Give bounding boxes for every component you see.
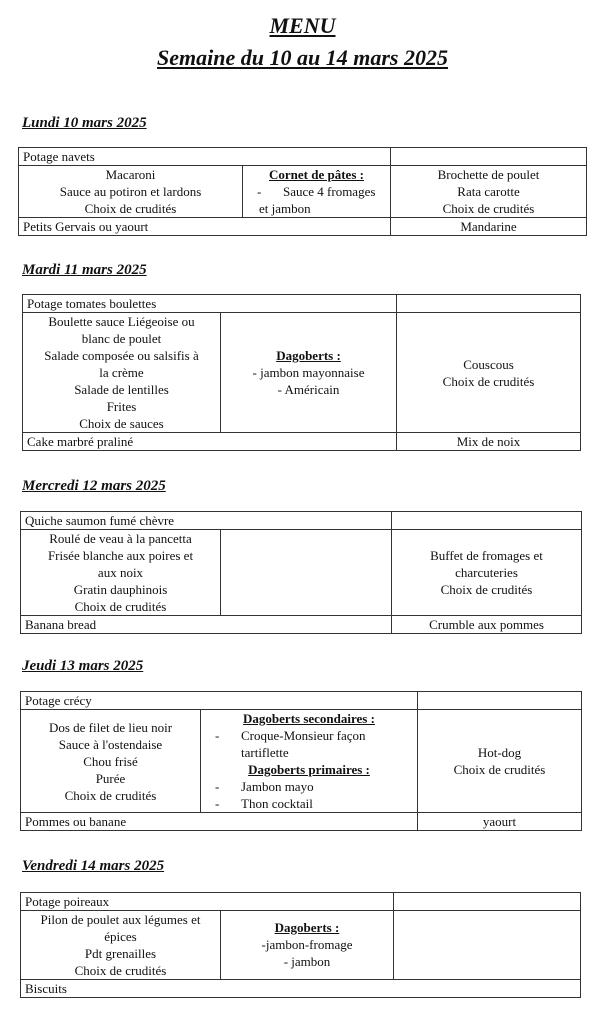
menu-line: - Croque-Monsieur façon [215,728,366,743]
empty-cell [391,148,587,166]
menu-subtitle: Semaine du 10 au 14 mars 2025 [157,45,448,70]
menu-line: Pdt grenailles [84,946,157,961]
soup-cell: Potage tomates boulettes [23,295,397,313]
menu-line: aux noix [97,565,144,580]
menu-line: et jambon [259,201,311,216]
alt-dish-cell [243,166,391,218]
alt-heading: Cornet de pâtes : [269,167,364,182]
menu-line: Sauce à l'ostendaise [58,736,163,752]
menu-line: tartiflette [241,745,289,760]
third-dish-cell [392,530,582,616]
menu-line: - jambon mayonnaise [252,365,365,380]
menu-line: Frites [106,399,137,414]
day-heading-jeudi: Jeudi 13 mars 2025 [22,658,144,674]
menu-line: Frisée blanche aux poires et [47,548,194,563]
menu-line: Dos de filet de lieu noir [48,719,173,735]
menu-line: Choix de sauces [79,416,164,431]
menu-table-mardi [22,294,581,451]
table-row [21,692,582,710]
menu-line: la crème [99,365,144,380]
menu-line: - Sauce 4 fromages [257,184,376,199]
menu-line: Salade composée ou salsifis à [44,348,199,363]
menu-line: Couscous [463,356,514,372]
table-row [23,433,581,451]
menu-line: Rata carotte [457,184,520,199]
empty-cell [394,911,581,980]
day-heading-lundi: Lundi 10 mars 2025 [22,115,147,131]
table-row [21,512,582,530]
soup-cell: Potage navets [19,148,391,166]
dessert-right-cell: Crumble aux pommes [392,616,582,634]
table-row [21,813,582,831]
table-row [21,530,582,616]
menu-line: Hot-dog [477,745,522,760]
menu-title: MENU [269,13,336,38]
alt-heading: Dagoberts : [274,920,340,935]
empty-cell [392,512,582,530]
menu-line: - jambon [283,954,331,969]
table-row [23,295,581,313]
menu-line: - Américain [277,382,340,397]
table-row [21,893,581,911]
menu-line: Sauce au potiron et lardons [59,184,202,199]
soup-cell: Quiche saumon fumé chèvre [21,512,392,530]
menu-line: Boulette sauce Liégeoise ou [48,314,195,329]
menu-line: Roulé de veau à la pancetta [49,531,192,546]
alt-dish-cell [221,911,394,980]
alt-dish-cell [221,313,397,433]
menu-line: Choix de crudités [442,201,535,216]
main-dish-cell [21,911,221,980]
menu-line: Choix de crudités [84,201,177,216]
empty-cell [418,692,582,710]
menu-line: Choix de crudités [453,762,546,777]
menu-line: blanc de poulet [81,331,162,346]
day-heading-vendredi: Vendredi 14 mars 2025 [22,858,165,874]
menu-table-lundi [18,147,587,236]
dessert-left-cell: Petits Gervais ou yaourt [19,218,391,236]
menu-line: Choix de crudités [440,582,533,597]
empty-cell [397,295,581,313]
third-dish-cell [418,710,582,813]
menu-table-mercredi [20,511,582,634]
menu-line: Chou frisé [83,753,138,769]
menu-line: Salade de lentilles [74,382,169,397]
dessert-right-cell: Mandarine [391,218,587,236]
menu-table-jeudi [20,691,582,831]
empty-cell [221,530,392,616]
table-row [21,616,582,634]
menu-line: Pilon de poulet aux légumes et [40,912,201,927]
third-dish-cell [397,313,581,433]
table-row [23,313,581,433]
menu-line: épices [104,929,137,944]
main-dish-cell [21,530,221,616]
menu-line: Gratin dauphinois [73,582,168,597]
menu-line: Choix de crudités [442,373,535,389]
dessert-right-cell: Mix de noix [397,433,581,451]
soup-cell: Potage poireaux [21,893,394,911]
table-row [19,148,587,166]
dessert-left-cell: Biscuits [21,980,581,998]
table-row [19,218,587,236]
menu-line: Purée [95,770,126,786]
dessert-left-cell: Cake marbré praliné [23,433,397,451]
soup-cell: Potage crécy [21,692,418,710]
alt-heading: Dagoberts secondaires : [243,711,375,726]
menu-line: Macaroni [105,167,156,182]
third-dish-cell [391,166,587,218]
table-row [21,911,581,980]
menu-line: - Jambon mayo [215,779,314,794]
menu-line: charcuteries [455,565,518,580]
alt-heading: Dagoberts primaires : [248,762,370,777]
menu-line: Choix de crudités [64,787,157,803]
table-row [21,710,582,813]
main-dish-cell [21,710,201,813]
day-heading-mercredi: Mercredi 12 mars 2025 [22,478,166,494]
table-row [19,166,587,218]
menu-line: Choix de crudités [74,963,167,978]
dessert-left-cell: Banana bread [21,616,392,634]
dessert-left-cell: Pommes ou banane [21,813,418,831]
main-dish-cell [19,166,243,218]
day-heading-mardi: Mardi 11 mars 2025 [22,262,147,278]
menu-line: - Thon cocktail [215,796,313,811]
menu-line: -jambon-fromage [261,937,353,952]
menu-table-vendredi [20,892,581,998]
alt-heading: Dagoberts : [276,348,341,363]
dessert-right-cell: yaourt [418,813,582,831]
main-dish-cell [23,313,221,433]
menu-line: Brochette de poulet [437,167,540,182]
empty-cell [394,893,581,911]
alt-dish-cell [201,710,418,813]
menu-line: Buffet de fromages et [430,548,543,563]
menu-line: Choix de crudités [74,599,167,614]
table-row [21,980,581,998]
